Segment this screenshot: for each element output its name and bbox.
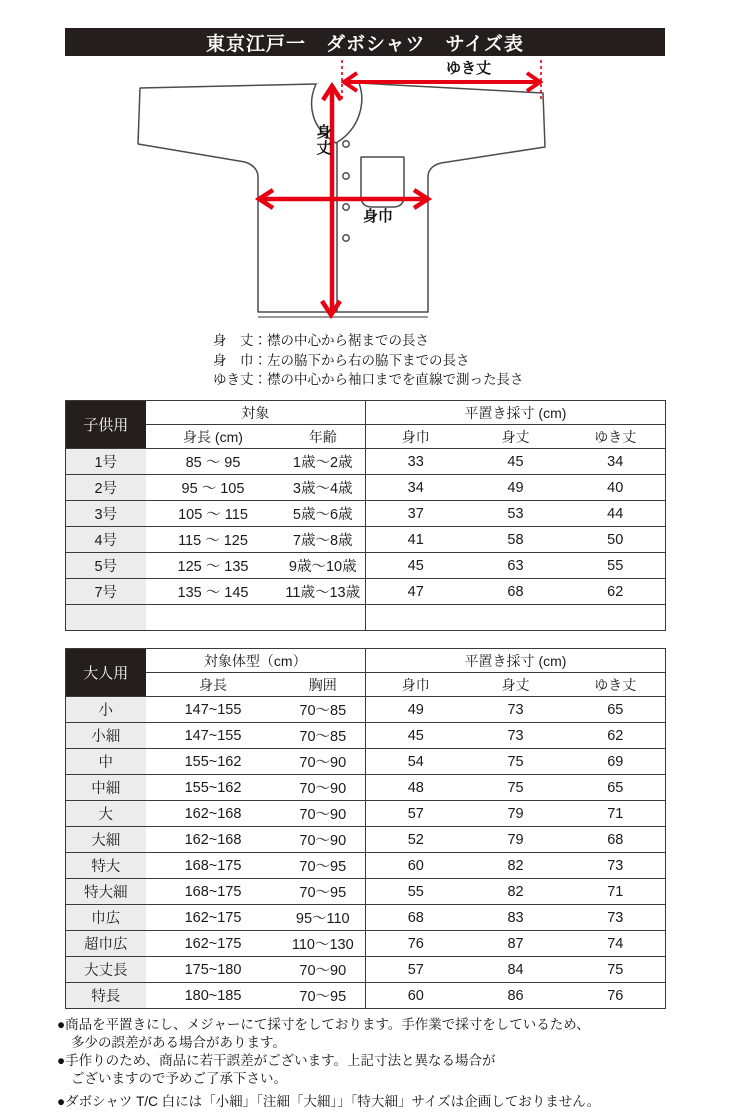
measurement-cell: 57	[366, 957, 466, 983]
size-label-cell: 大細	[66, 827, 146, 853]
measurement-cell: 75	[466, 749, 566, 775]
measurement-cell: 155~162	[146, 775, 281, 801]
measurement-cell	[281, 605, 366, 631]
measurement-cell: 73	[566, 905, 666, 931]
size-label-cell: 超巾広	[66, 931, 146, 957]
size-label-cell: 中細	[66, 775, 146, 801]
table-row	[66, 905, 666, 931]
kids-corner-cell: 子供用	[66, 401, 146, 449]
measurement-cell: 45	[366, 553, 466, 579]
table-row	[66, 697, 666, 723]
measurement-cell: 53	[466, 501, 566, 527]
measurement-cell: 70〜90	[281, 801, 366, 827]
measurement-cell: 147~155	[146, 697, 281, 723]
measurement-cell	[366, 605, 466, 631]
measurement-cell: 162~175	[146, 931, 281, 957]
footer-notes	[57, 1016, 707, 1111]
column-header-row	[66, 425, 666, 449]
table-row	[66, 749, 666, 775]
measurement-cell: 40	[566, 475, 666, 501]
measurement-cell: 75	[566, 957, 666, 983]
measurement-cell: 33	[366, 449, 466, 475]
measurement-cell: 79	[466, 801, 566, 827]
button	[343, 141, 349, 147]
measurement-cell: 60	[366, 853, 466, 879]
button	[343, 173, 349, 179]
measurement-cell: 75	[466, 775, 566, 801]
measurement-cell: 63	[466, 553, 566, 579]
measurement-cell: 110〜130	[281, 931, 366, 957]
measurement-cell: 70〜90	[281, 775, 366, 801]
measurement-cell: 49	[466, 475, 566, 501]
table-row	[66, 723, 666, 749]
measurement-cell: 85 〜 95	[146, 449, 281, 475]
measurement-cell: 71	[566, 801, 666, 827]
size-label-cell: 特大	[66, 853, 146, 879]
measurement-cell: 73	[466, 697, 566, 723]
col-header-age: 年齢	[281, 425, 366, 449]
col-header-chest: 胸囲	[281, 673, 366, 697]
measurement-cell: 87	[466, 931, 566, 957]
group-header-flat-measure: 平置き採寸 (cm)	[366, 649, 666, 673]
measurement-cell	[466, 605, 566, 631]
measurement-cell: 52	[366, 827, 466, 853]
measurement-cell: 68	[566, 827, 666, 853]
note-mihaba: 身 巾：左の脇下から右の脇下までの長さ	[213, 352, 470, 368]
page-title: 東京江戸一 ダボシャツ サイズ表	[205, 33, 525, 55]
group-header-target: 対象	[146, 401, 366, 425]
size-label-cell: 3号	[66, 501, 146, 527]
footer-note-line: 多少の誤差がある場合があります。	[71, 1035, 286, 1050]
footer-note-line: ●商品を平置きにし、メジャーにて採寸をしております。手作業で採寸をしているため、	[57, 1017, 590, 1032]
kids-size-table	[65, 400, 666, 631]
measurement-cell: 175~180	[146, 957, 281, 983]
measurement-cell: 82	[466, 853, 566, 879]
col-header-mihaba: 身巾	[366, 425, 466, 449]
group-header-body-type: 対象体型（cm）	[146, 649, 366, 673]
measurement-cell: 115 〜 125	[146, 527, 281, 553]
measurement-cell: 86	[466, 983, 566, 1009]
measurement-cell: 70〜95	[281, 983, 366, 1009]
measurement-cell: 41	[366, 527, 466, 553]
measurement-cell: 76	[366, 931, 466, 957]
col-header-mitake: 身丈	[466, 425, 566, 449]
measurement-cell: 65	[566, 775, 666, 801]
measurement-cell: 168~175	[146, 879, 281, 905]
table-row	[66, 983, 666, 1009]
measurement-cell: 60	[366, 983, 466, 1009]
measurement-cell: 9歳〜10歳	[281, 553, 366, 579]
measurement-cell: 69	[566, 749, 666, 775]
mitake-label: 身丈	[314, 124, 332, 156]
measurement-cell: 50	[566, 527, 666, 553]
table-row	[66, 957, 666, 983]
measurement-cell: 125 〜 135	[146, 553, 281, 579]
measurement-cell: 70〜85	[281, 723, 366, 749]
measurement-notes	[213, 331, 524, 390]
measurement-cell: 162~168	[146, 827, 281, 853]
measurement-cell: 73	[566, 853, 666, 879]
measurement-cell: 70〜90	[281, 957, 366, 983]
column-header-row	[66, 673, 666, 697]
table-row	[66, 879, 666, 905]
adults-size-table	[65, 648, 666, 1009]
shirt-diagram	[0, 0, 730, 330]
measurement-cell: 70〜95	[281, 853, 366, 879]
table-row	[66, 579, 666, 605]
button	[343, 235, 349, 241]
measurement-cell: 168~175	[146, 853, 281, 879]
size-label-cell: 4号	[66, 527, 146, 553]
measurement-cell: 70〜95	[281, 879, 366, 905]
measurement-cell: 73	[466, 723, 566, 749]
col-header-yukitake: ゆき丈	[566, 673, 666, 697]
size-label-cell: 5号	[66, 553, 146, 579]
yukitake-label: ゆき丈	[446, 60, 492, 77]
measurement-cell: 70〜90	[281, 827, 366, 853]
group-header-row	[66, 649, 666, 673]
size-label-cell: 特大細	[66, 879, 146, 905]
size-label-cell: 1号	[66, 449, 146, 475]
table-row	[66, 605, 666, 631]
measurement-cell: 47	[366, 579, 466, 605]
size-label-cell: 7号	[66, 579, 146, 605]
measurement-cell: 54	[366, 749, 466, 775]
measurement-cell: 5歳〜6歳	[281, 501, 366, 527]
table-row	[66, 853, 666, 879]
size-label-cell: 大	[66, 801, 146, 827]
measurement-cell: 83	[466, 905, 566, 931]
col-header-height: 身長	[146, 673, 281, 697]
group-header-flat-measure: 平置き採寸 (cm)	[366, 401, 666, 425]
measurement-cell: 45	[366, 723, 466, 749]
measurement-cell	[566, 605, 666, 631]
measurement-cell: 71	[566, 879, 666, 905]
measurement-cell: 55	[366, 879, 466, 905]
table-row	[66, 801, 666, 827]
measurement-cell: 82	[466, 879, 566, 905]
size-label-cell: 2号	[66, 475, 146, 501]
measurement-cell: 70〜90	[281, 749, 366, 775]
measurement-cell: 84	[466, 957, 566, 983]
footer-note-line: ●ダボシャツ T/C 白には「小細」「注細「大細」」「特大細」サイズは企画しておりません。	[57, 1094, 601, 1109]
measurement-cell: 3歳〜4歳	[281, 475, 366, 501]
measurement-cell: 37	[366, 501, 466, 527]
col-header-height: 身長 (cm)	[146, 425, 281, 449]
size-label-cell: 特長	[66, 983, 146, 1009]
measurement-cell: 62	[566, 723, 666, 749]
size-label-cell: 小	[66, 697, 146, 723]
col-header-yukitake: ゆき丈	[566, 425, 666, 449]
size-label-cell	[66, 605, 146, 631]
size-label-cell: 大丈長	[66, 957, 146, 983]
size-label-cell: 中	[66, 749, 146, 775]
measurement-cell: 58	[466, 527, 566, 553]
adults-corner-cell: 大人用	[66, 649, 146, 697]
table-row	[66, 931, 666, 957]
measurement-cell: 45	[466, 449, 566, 475]
measurement-cell: 135 〜 145	[146, 579, 281, 605]
measurement-cell: 34	[366, 475, 466, 501]
measurement-cell: 48	[366, 775, 466, 801]
measurement-cell: 49	[366, 697, 466, 723]
measurement-cell: 44	[566, 501, 666, 527]
measurement-cell: 7歳〜8歳	[281, 527, 366, 553]
measurement-cell: 55	[566, 553, 666, 579]
measurement-cell: 76	[566, 983, 666, 1009]
measurement-cell: 162~168	[146, 801, 281, 827]
measurement-cell: 95 〜 105	[146, 475, 281, 501]
table-row	[66, 501, 666, 527]
button	[343, 204, 349, 210]
measurement-cell: 162~175	[146, 905, 281, 931]
note-mitake: 身 丈：襟の中心から裾までの長さ	[213, 333, 429, 348]
measurement-cell: 1歳〜2歳	[281, 449, 366, 475]
col-header-mitake: 身丈	[466, 673, 566, 697]
group-header-row	[66, 401, 666, 425]
measurement-cell: 68	[366, 905, 466, 931]
note-yukitake: ゆき丈：襟の中心から袖口までを直線で測った長さ	[213, 372, 524, 387]
table-row	[66, 553, 666, 579]
measurement-cell: 65	[566, 697, 666, 723]
measurement-cell: 74	[566, 931, 666, 957]
measurement-cell: 62	[566, 579, 666, 605]
footer-note-line: ●手作りのため、商品に若干誤差がございます。上記寸法と異なる場合が	[57, 1053, 496, 1068]
measurement-cell	[146, 605, 281, 631]
table-row	[66, 775, 666, 801]
table-row	[66, 449, 666, 475]
size-label-cell: 巾広	[66, 905, 146, 931]
measurement-cell: 57	[366, 801, 466, 827]
measurement-cell: 180~185	[146, 983, 281, 1009]
measurement-cell: 79	[466, 827, 566, 853]
measurement-cell: 34	[566, 449, 666, 475]
size-label-cell: 小細	[66, 723, 146, 749]
measurement-cell: 105 〜 115	[146, 501, 281, 527]
table-row	[66, 527, 666, 553]
measurement-cell: 147~155	[146, 723, 281, 749]
measurement-cell: 95〜110	[281, 905, 366, 931]
measurement-cell: 70〜85	[281, 697, 366, 723]
measurement-cell: 11歳〜13歳	[281, 579, 366, 605]
table-row	[66, 827, 666, 853]
table-row	[66, 475, 666, 501]
col-header-mihaba: 身巾	[366, 673, 466, 697]
measurement-cell: 68	[466, 579, 566, 605]
measurement-cell: 155~162	[146, 749, 281, 775]
footer-note-line: ございますので予めご了承下さい。	[71, 1071, 287, 1086]
mihaba-label: 身巾	[363, 208, 394, 225]
